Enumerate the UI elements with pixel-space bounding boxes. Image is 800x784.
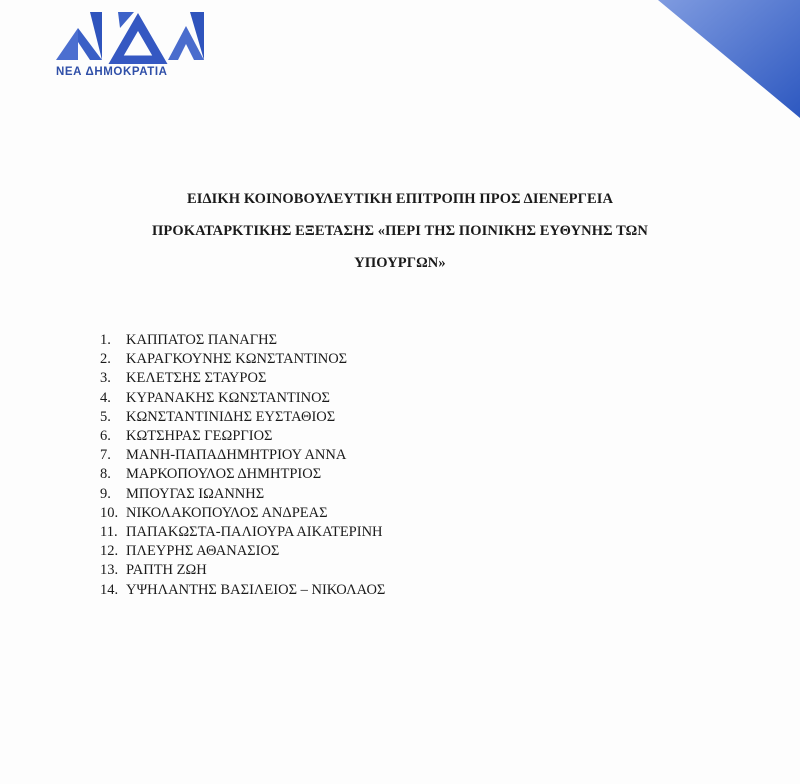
list-item-number: 6. — [100, 428, 111, 445]
list-item — [100, 465, 385, 484]
heading-line-1: ΕΙΔΙΚΗ ΚΟΙΝΟΒΟΥΛΕΥΤΙΚΗ ΕΠΙΤΡΟΠΗ ΠΡΟΣ ΔΙΕΝΕΡΓΕΙΑ — [186, 191, 614, 207]
list-item — [100, 523, 385, 542]
heading-line-2: ΠΡΟΚΑΤΑΡΚΤΙΚΗΣ ΕΞΕΤΑΣΗΣ «ΠΕΡΙ ΤΗΣ ΠΟΙΝΙΚΗΣ ΕΥΘΥΝΗΣ ΤΩΝ — [152, 223, 648, 239]
list-item — [100, 542, 385, 561]
member-name: ΚΕΛΕΤΣΗΣ ΣΤΑΥΡΟΣ — [126, 370, 267, 387]
list-item-number: 4. — [100, 389, 111, 406]
list-item — [100, 389, 385, 408]
list-item-number: 3. — [100, 370, 111, 387]
list-item — [100, 408, 385, 427]
list-item-number: 5. — [100, 408, 111, 425]
committee-heading — [70, 183, 730, 279]
list-item — [100, 561, 385, 580]
list-item — [100, 504, 385, 523]
list-item — [100, 369, 385, 388]
logo-text: ΝΕΑ ΔΗΜΟΚΡΑΤΙΑ — [56, 66, 168, 78]
list-item-number: 7. — [100, 447, 111, 464]
corner-decoration — [650, 0, 800, 120]
member-name: ΚΩΤΣΗΡΑΣ ΓΕΩΡΓΙΟΣ — [126, 428, 273, 445]
member-name: ΚΑΡΑΓΚΟΥΝΗΣ ΚΩΝΣΤΑΝΤΙΝΟΣ — [126, 351, 348, 368]
member-name: ΝΙΚΟΛΑΚΟΠΟΥΛΟΣ ΑΝΔΡΕΑΣ — [126, 504, 328, 521]
list-item — [100, 427, 385, 446]
list-item — [100, 485, 385, 504]
list-item — [100, 331, 385, 350]
list-item-number: 8. — [100, 466, 111, 483]
member-name: ΜΑΡΚΟΠΟΥΛΟΣ ΔΗΜΗΤΡΙΟΣ — [126, 466, 322, 483]
member-list — [100, 331, 385, 600]
member-name: ΚΥΡΑΝΑΚΗΣ ΚΩΝΣΤΑΝΤΙΝΟΣ — [126, 389, 330, 406]
list-item-number: 2. — [100, 351, 111, 368]
member-name: ΥΨΗΛΑΝΤΗΣ ΒΑΣΙΛΕΙΟΣ – ΝΙΚΟΛΑΟΣ — [126, 581, 386, 598]
member-name: ΡΑΠΤΗ ΖΩΗ — [126, 562, 207, 579]
list-item-number: 11. — [100, 524, 118, 541]
member-name: ΠΛΕΥΡΗΣ ΑΘΑΝΑΣΙΟΣ — [126, 543, 280, 560]
member-name: ΚΩΝΣΤΑΝΤΙΝΙΔΗΣ ΕΥΣΤΑΘΙΟΣ — [126, 408, 336, 425]
heading-line-3: ΥΠΟΥΡΓΩΝ» — [354, 255, 446, 271]
list-item-number: 13. — [100, 562, 119, 579]
list-item-number: 14. — [100, 581, 119, 598]
list-item-number: 1. — [100, 332, 111, 348]
list-item-number: 9. — [100, 485, 111, 502]
member-name: ΠΑΠΑΚΩΣΤΑ-ΠΑΛΙΟΥΡΑ ΑΙΚΑΤΕΡΙΝΗ — [126, 524, 383, 541]
member-name: ΚΑΠΠΑΤΟΣ ΠΑΝΑΓΗΣ — [126, 332, 278, 348]
list-item — [100, 581, 385, 600]
logo-mark-icon — [54, 12, 214, 64]
list-item-number: 10. — [100, 504, 119, 521]
list-item-number: 12. — [100, 543, 119, 560]
member-name: ΜΠΟΥΓΑΣ ΙΩΑΝΝΗΣ — [126, 485, 265, 502]
member-name: ΜΑΝΗ-ΠΑΠΑΔΗΜΗΤΡΙΟΥ ΑΝΝΑ — [126, 447, 347, 464]
list-item — [100, 446, 385, 465]
list-item — [100, 350, 385, 369]
nea-dimokratia-logo — [54, 12, 214, 82]
